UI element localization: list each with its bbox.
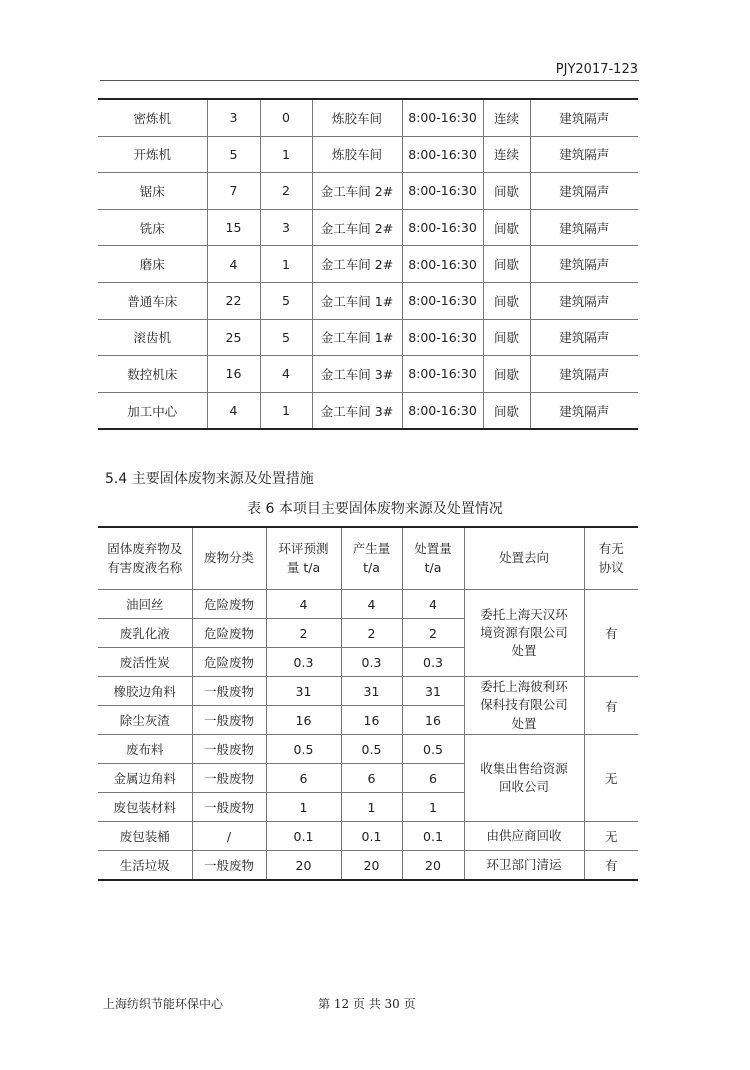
disposed-amount: 31	[402, 677, 464, 706]
table-row	[98, 356, 638, 393]
operating-hours: 8:00-16:30	[402, 136, 483, 173]
waste-name: 废包装桶	[98, 822, 192, 851]
mode: 连续	[483, 99, 530, 136]
operating-hours: 8:00-16:30	[402, 392, 483, 429]
equipment-name: 开炼机	[98, 136, 207, 173]
estimated-amount: 0.1	[266, 822, 341, 851]
disposed-amount: 0.1	[402, 822, 464, 851]
generated-amount: 0.3	[341, 648, 402, 677]
waste-name: 油回丝	[98, 590, 192, 619]
waste-category: 危险废物	[192, 619, 266, 648]
mode: 间歇	[483, 173, 530, 210]
table-row	[98, 590, 638, 619]
operating-hours: 8:00-16:30	[402, 99, 483, 136]
estimated-amount: 20	[266, 851, 341, 881]
quantity: 15	[207, 209, 260, 246]
waste-category: 一般废物	[192, 764, 266, 793]
quantity-2: 5	[260, 319, 312, 356]
quantity: 4	[207, 246, 260, 283]
location: 金工车间 1#	[312, 282, 402, 319]
waste-name: 废乳化液	[98, 619, 192, 648]
quantity-2: 1	[260, 392, 312, 429]
equipment-name: 锯床	[98, 173, 207, 210]
column-header: 处置去向	[464, 527, 584, 590]
agreement-status: 无	[584, 822, 638, 851]
waste-name: 废活性炭	[98, 648, 192, 677]
column-header: 处置量 t/a	[402, 527, 464, 590]
noise-control: 建筑隔声	[530, 282, 638, 319]
generated-amount: 6	[341, 764, 402, 793]
column-header: 环评预测 量 t/a	[266, 527, 341, 590]
waste-category: 一般废物	[192, 735, 266, 764]
noise-control: 建筑隔声	[530, 99, 638, 136]
table-row	[98, 677, 638, 706]
disposed-amount: 16	[402, 706, 464, 735]
agreement-status: 有	[584, 851, 638, 881]
waste-name: 废包装材料	[98, 793, 192, 822]
generated-amount: 2	[341, 619, 402, 648]
column-header: 产生量 t/a	[341, 527, 402, 590]
quantity-2: 1	[260, 136, 312, 173]
location: 金工车间 3#	[312, 392, 402, 429]
location: 金工车间 3#	[312, 356, 402, 393]
waste-category: /	[192, 822, 266, 851]
equipment-name: 密炼机	[98, 99, 207, 136]
generated-amount: 20	[341, 851, 402, 881]
table-row	[98, 735, 638, 764]
quantity: 4	[207, 392, 260, 429]
mode: 连续	[483, 136, 530, 173]
estimated-amount: 0.3	[266, 648, 341, 677]
column-header: 废物分类	[192, 527, 266, 590]
solid-waste-table	[98, 526, 638, 881]
generated-amount: 4	[341, 590, 402, 619]
quantity-2: 4	[260, 356, 312, 393]
operating-hours: 8:00-16:30	[402, 173, 483, 210]
table-caption: 表 6 本项目主要固体废物来源及处置情况	[247, 501, 503, 517]
estimated-amount: 2	[266, 619, 341, 648]
document-number: PJY2017-123	[555, 62, 638, 77]
estimated-amount: 16	[266, 706, 341, 735]
noise-control: 建筑隔声	[530, 246, 638, 283]
agreement-status: 无	[584, 735, 638, 822]
disposed-amount: 4	[402, 590, 464, 619]
location: 金工车间 2#	[312, 246, 402, 283]
generated-amount: 16	[341, 706, 402, 735]
generated-amount: 31	[341, 677, 402, 706]
waste-name: 除尘灰渣	[98, 706, 192, 735]
agreement-status: 有	[584, 590, 638, 677]
quantity-2: 0	[260, 99, 312, 136]
waste-category: 危险废物	[192, 590, 266, 619]
footer-organization: 上海纺织节能环保中心	[103, 997, 224, 1011]
estimated-amount: 6	[266, 764, 341, 793]
estimated-amount: 1	[266, 793, 341, 822]
equipment-name: 加工中心	[98, 392, 207, 429]
disposal-destination: 环卫部门清运	[464, 851, 584, 881]
disposed-amount: 2	[402, 619, 464, 648]
agreement-status: 有	[584, 677, 638, 735]
table-row	[98, 136, 638, 173]
mode: 间歇	[483, 246, 530, 283]
quantity: 5	[207, 136, 260, 173]
waste-category: 危险废物	[192, 648, 266, 677]
location: 金工车间 2#	[312, 209, 402, 246]
table-row	[98, 282, 638, 319]
noise-source-table	[98, 98, 638, 430]
disposal-destination: 由供应商回收	[464, 822, 584, 851]
mode: 间歇	[483, 356, 530, 393]
disposal-destination: 委托上海彼利环 保科技有限公司 处置	[464, 677, 584, 735]
footer-page-number: 第 12 页 共 30 页	[318, 997, 416, 1011]
location: 炼胶车间	[312, 99, 402, 136]
equipment-name: 磨床	[98, 246, 207, 283]
quantity-2: 5	[260, 282, 312, 319]
mode: 间歇	[483, 209, 530, 246]
noise-control: 建筑隔声	[530, 136, 638, 173]
location: 炼胶车间	[312, 136, 402, 173]
table-row	[98, 99, 638, 136]
equipment-name: 铣床	[98, 209, 207, 246]
disposed-amount: 0.3	[402, 648, 464, 677]
estimated-amount: 4	[266, 590, 341, 619]
operating-hours: 8:00-16:30	[402, 246, 483, 283]
estimated-amount: 31	[266, 677, 341, 706]
table-row	[98, 319, 638, 356]
column-header: 固体废弃物及 有害废液名称	[98, 527, 192, 590]
disposed-amount: 6	[402, 764, 464, 793]
disposed-amount: 20	[402, 851, 464, 881]
table-header-row	[98, 527, 638, 590]
waste-category: 一般废物	[192, 706, 266, 735]
section-heading: 5.4 主要固体废物来源及处置措施	[105, 471, 314, 487]
noise-control: 建筑隔声	[530, 356, 638, 393]
noise-control: 建筑隔声	[530, 392, 638, 429]
quantity: 22	[207, 282, 260, 319]
disposed-amount: 1	[402, 793, 464, 822]
waste-category: 一般废物	[192, 851, 266, 881]
generated-amount: 1	[341, 793, 402, 822]
disposal-destination: 收集出售给资源 回收公司	[464, 735, 584, 822]
noise-control: 建筑隔声	[530, 319, 638, 356]
waste-name: 金属边角料	[98, 764, 192, 793]
table-row	[98, 246, 638, 283]
table-row	[98, 173, 638, 210]
disposal-destination: 委托上海天汉环 境资源有限公司 处置	[464, 590, 584, 677]
generated-amount: 0.1	[341, 822, 402, 851]
mode: 间歇	[483, 392, 530, 429]
location: 金工车间 1#	[312, 319, 402, 356]
table-row	[98, 209, 638, 246]
table-row	[98, 392, 638, 429]
generated-amount: 0.5	[341, 735, 402, 764]
quantity-2: 3	[260, 209, 312, 246]
quantity: 3	[207, 99, 260, 136]
mode: 间歇	[483, 282, 530, 319]
noise-control: 建筑隔声	[530, 173, 638, 210]
waste-name: 生活垃圾	[98, 851, 192, 881]
quantity-2: 2	[260, 173, 312, 210]
quantity: 25	[207, 319, 260, 356]
waste-name: 橡胶边角料	[98, 677, 192, 706]
equipment-name: 滚齿机	[98, 319, 207, 356]
table-row	[98, 822, 638, 851]
location: 金工车间 2#	[312, 173, 402, 210]
quantity: 7	[207, 173, 260, 210]
quantity: 16	[207, 356, 260, 393]
operating-hours: 8:00-16:30	[402, 319, 483, 356]
operating-hours: 8:00-16:30	[402, 209, 483, 246]
header-rule	[100, 80, 639, 81]
waste-category: 一般废物	[192, 793, 266, 822]
waste-category: 一般废物	[192, 677, 266, 706]
column-header: 有无 协议	[584, 527, 638, 590]
operating-hours: 8:00-16:30	[402, 356, 483, 393]
quantity-2: 1	[260, 246, 312, 283]
operating-hours: 8:00-16:30	[402, 282, 483, 319]
table-row	[98, 851, 638, 881]
mode: 间歇	[483, 319, 530, 356]
waste-name: 废布料	[98, 735, 192, 764]
equipment-name: 普通车床	[98, 282, 207, 319]
estimated-amount: 0.5	[266, 735, 341, 764]
noise-control: 建筑隔声	[530, 209, 638, 246]
equipment-name: 数控机床	[98, 356, 207, 393]
disposed-amount: 0.5	[402, 735, 464, 764]
